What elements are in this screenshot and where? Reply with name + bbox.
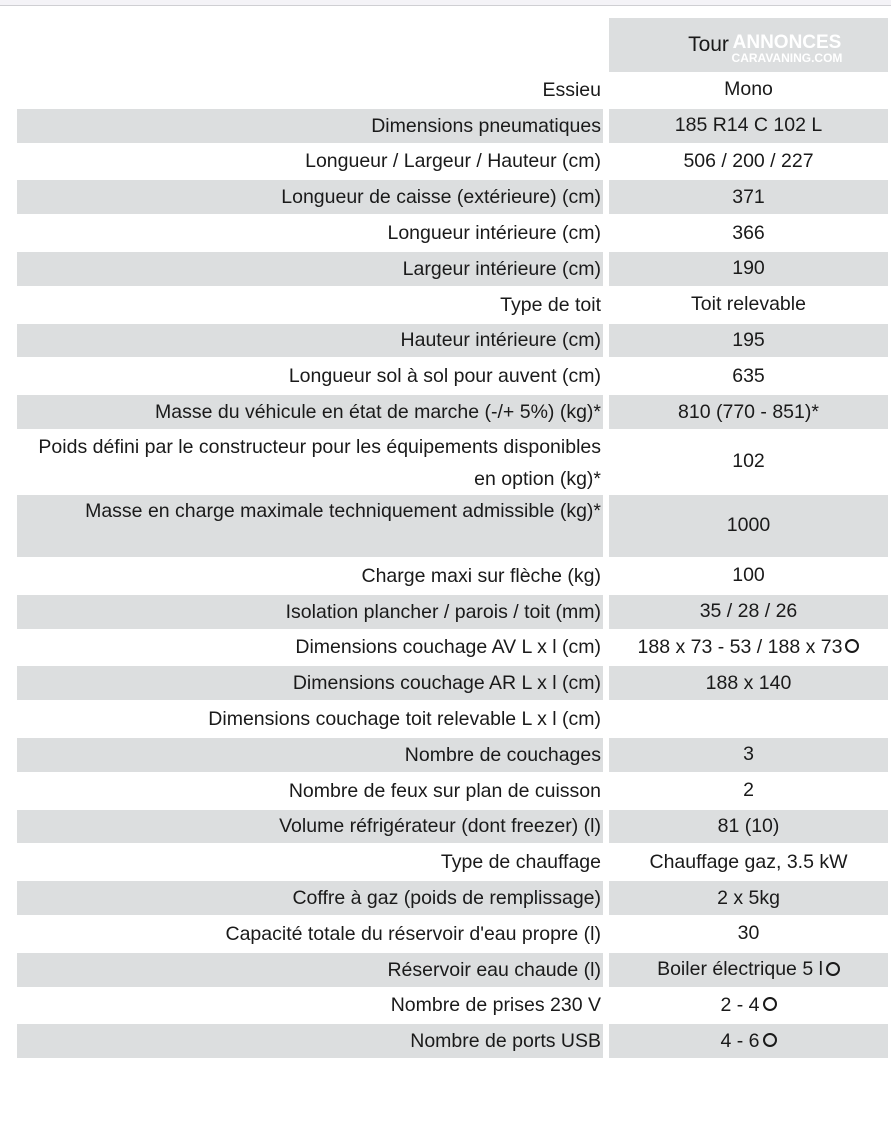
row-value bbox=[609, 810, 888, 844]
watermark-line2: CARAVANING.COM bbox=[731, 51, 843, 65]
table-row bbox=[17, 1023, 889, 1059]
row-label: Type de chauffage bbox=[440, 851, 601, 874]
row-value bbox=[609, 845, 888, 879]
table-row bbox=[17, 287, 889, 323]
row-value-text: 635 bbox=[732, 364, 765, 387]
row-value-text: Boiler électrique 5 l bbox=[657, 958, 823, 981]
row-label: Capacité totale du réservoir d'eau propre (l) bbox=[225, 922, 601, 945]
row-value bbox=[609, 109, 888, 143]
row-label: Dimensions couchage AR L x l (cm) bbox=[17, 666, 603, 700]
optional-circle-icon bbox=[763, 1033, 777, 1047]
row-label: Longueur / Largeur / Hauteur (cm) bbox=[305, 150, 601, 173]
row-value bbox=[609, 774, 888, 808]
row-label: Charge maxi sur flèche (kg) bbox=[361, 564, 601, 587]
row-value bbox=[609, 395, 888, 429]
row-value bbox=[609, 595, 888, 629]
row-value bbox=[609, 738, 888, 772]
table-row bbox=[17, 494, 889, 558]
row-value-text: 35 / 28 / 26 bbox=[699, 600, 798, 623]
table-row bbox=[17, 594, 889, 630]
row-label: Isolation plancher / parois / toit (mm) bbox=[17, 595, 603, 629]
table-row bbox=[17, 558, 889, 594]
row-value-text: 4 - 6 bbox=[720, 1029, 760, 1052]
model-label: Tour bbox=[688, 33, 729, 56]
row-label: Essieu bbox=[542, 78, 601, 101]
row-value bbox=[609, 359, 888, 393]
row-value-text: 81 (10) bbox=[717, 814, 780, 837]
table-row bbox=[17, 144, 889, 180]
row-value-text: 190 bbox=[732, 257, 765, 280]
row-value bbox=[609, 953, 888, 987]
top-bar bbox=[0, 0, 891, 6]
row-value-text: 3 bbox=[743, 743, 754, 766]
row-label: Type de toit bbox=[500, 293, 601, 316]
row-value bbox=[609, 216, 888, 250]
row-value-text: 366 bbox=[732, 221, 765, 244]
row-value bbox=[609, 180, 888, 214]
table-row bbox=[17, 72, 889, 108]
row-label: Poids défini par le constructeur pour les équipements disponibles en option (kg)* bbox=[38, 435, 601, 490]
row-value-text: 371 bbox=[732, 185, 765, 208]
table-row bbox=[17, 844, 889, 880]
row-label: Longueur intérieure (cm) bbox=[387, 222, 601, 245]
table-row bbox=[17, 251, 889, 287]
row-label: Hauteur intérieure (cm) bbox=[17, 324, 603, 358]
watermark-line1: ANNONCES bbox=[732, 32, 842, 53]
row-value bbox=[609, 559, 888, 593]
row-label: Dimensions pneumatiques bbox=[17, 109, 603, 143]
table-row bbox=[17, 215, 889, 251]
table-row bbox=[17, 880, 889, 916]
row-label: Nombre de couchages bbox=[17, 738, 603, 772]
optional-circle-icon bbox=[826, 962, 840, 976]
optional-circle-icon bbox=[763, 997, 777, 1011]
row-value-text: 100 bbox=[732, 564, 765, 587]
row-label: Longueur sol à sol pour auvent (cm) bbox=[288, 365, 601, 388]
table-row bbox=[17, 323, 889, 359]
row-value bbox=[609, 702, 888, 736]
row-label: Nombre de ports USB bbox=[17, 1024, 603, 1058]
table-row bbox=[17, 108, 889, 144]
row-label: Volume réfrigérateur (dont freezer) (l) bbox=[17, 810, 603, 844]
table-row bbox=[17, 737, 889, 773]
row-value-text: 2 bbox=[743, 779, 754, 802]
table-row bbox=[17, 952, 889, 988]
row-value-text: 185 R14 C 102 L bbox=[674, 114, 823, 137]
table-row bbox=[17, 394, 889, 430]
spec-table bbox=[17, 18, 889, 1059]
row-label: Réservoir eau chaude (l) bbox=[17, 953, 603, 987]
row-value-text: Mono bbox=[724, 78, 773, 101]
row-value bbox=[609, 631, 888, 665]
row-value-text: 2 x 5kg bbox=[717, 886, 780, 909]
table-row bbox=[17, 988, 889, 1024]
row-label: Dimensions couchage toit relevable L x l (cm) bbox=[208, 708, 601, 731]
row-label: Masse en charge maximale techniquement admissible (kg)* bbox=[17, 495, 603, 557]
row-value-text: 30 bbox=[737, 922, 760, 945]
optional-circle-icon bbox=[845, 639, 859, 653]
row-label: Coffre à gaz (poids de remplissage) bbox=[17, 881, 603, 915]
row-value bbox=[609, 431, 888, 493]
row-value bbox=[609, 495, 888, 557]
table-row bbox=[17, 430, 889, 494]
table-row bbox=[17, 916, 889, 952]
row-value bbox=[609, 666, 888, 700]
row-value bbox=[609, 252, 888, 286]
table-row bbox=[17, 809, 889, 845]
row-label: Nombre de feux sur plan de cuisson bbox=[288, 779, 601, 802]
row-value-text: 810 (770 - 851)* bbox=[678, 400, 819, 423]
row-value-text: 195 bbox=[732, 328, 765, 351]
row-value-text: 102 bbox=[732, 450, 765, 473]
table-row bbox=[17, 358, 889, 394]
table-row bbox=[17, 773, 889, 809]
watermark-logo bbox=[712, 33, 862, 64]
table-row bbox=[17, 630, 889, 666]
row-value-text: 2 - 4 bbox=[720, 993, 760, 1016]
row-label: Largeur intérieure (cm) bbox=[17, 252, 603, 286]
row-label: Nombre de prises 230 V bbox=[390, 994, 601, 1017]
row-value bbox=[609, 917, 888, 951]
row-label: Masse du véhicule en état de marche (-/+ 5%) (kg)* bbox=[17, 395, 603, 429]
spec-rows bbox=[17, 72, 889, 1059]
row-value bbox=[609, 1024, 888, 1058]
row-value-text: Toit relevable bbox=[691, 293, 806, 316]
row-value-text: Chauffage gaz, 3.5 kW bbox=[649, 850, 848, 873]
row-value bbox=[609, 145, 888, 179]
table-row bbox=[17, 665, 889, 701]
row-value bbox=[609, 73, 888, 107]
row-value bbox=[609, 324, 888, 358]
row-label: Dimensions couchage AV L x l (cm) bbox=[295, 636, 601, 659]
row-value bbox=[609, 881, 888, 915]
row-label: Longueur de caisse (extérieure) (cm) bbox=[17, 180, 603, 214]
table-row bbox=[17, 179, 889, 215]
row-value-text: 1000 bbox=[726, 514, 771, 537]
row-value bbox=[609, 288, 888, 322]
row-value-text: 506 / 200 / 227 bbox=[683, 149, 814, 172]
row-value-text: 188 x 140 bbox=[705, 671, 792, 694]
row-value-text: 188 x 73 - 53 / 188 x 73 bbox=[637, 635, 843, 658]
row-value bbox=[609, 989, 888, 1023]
table-row bbox=[17, 701, 889, 737]
